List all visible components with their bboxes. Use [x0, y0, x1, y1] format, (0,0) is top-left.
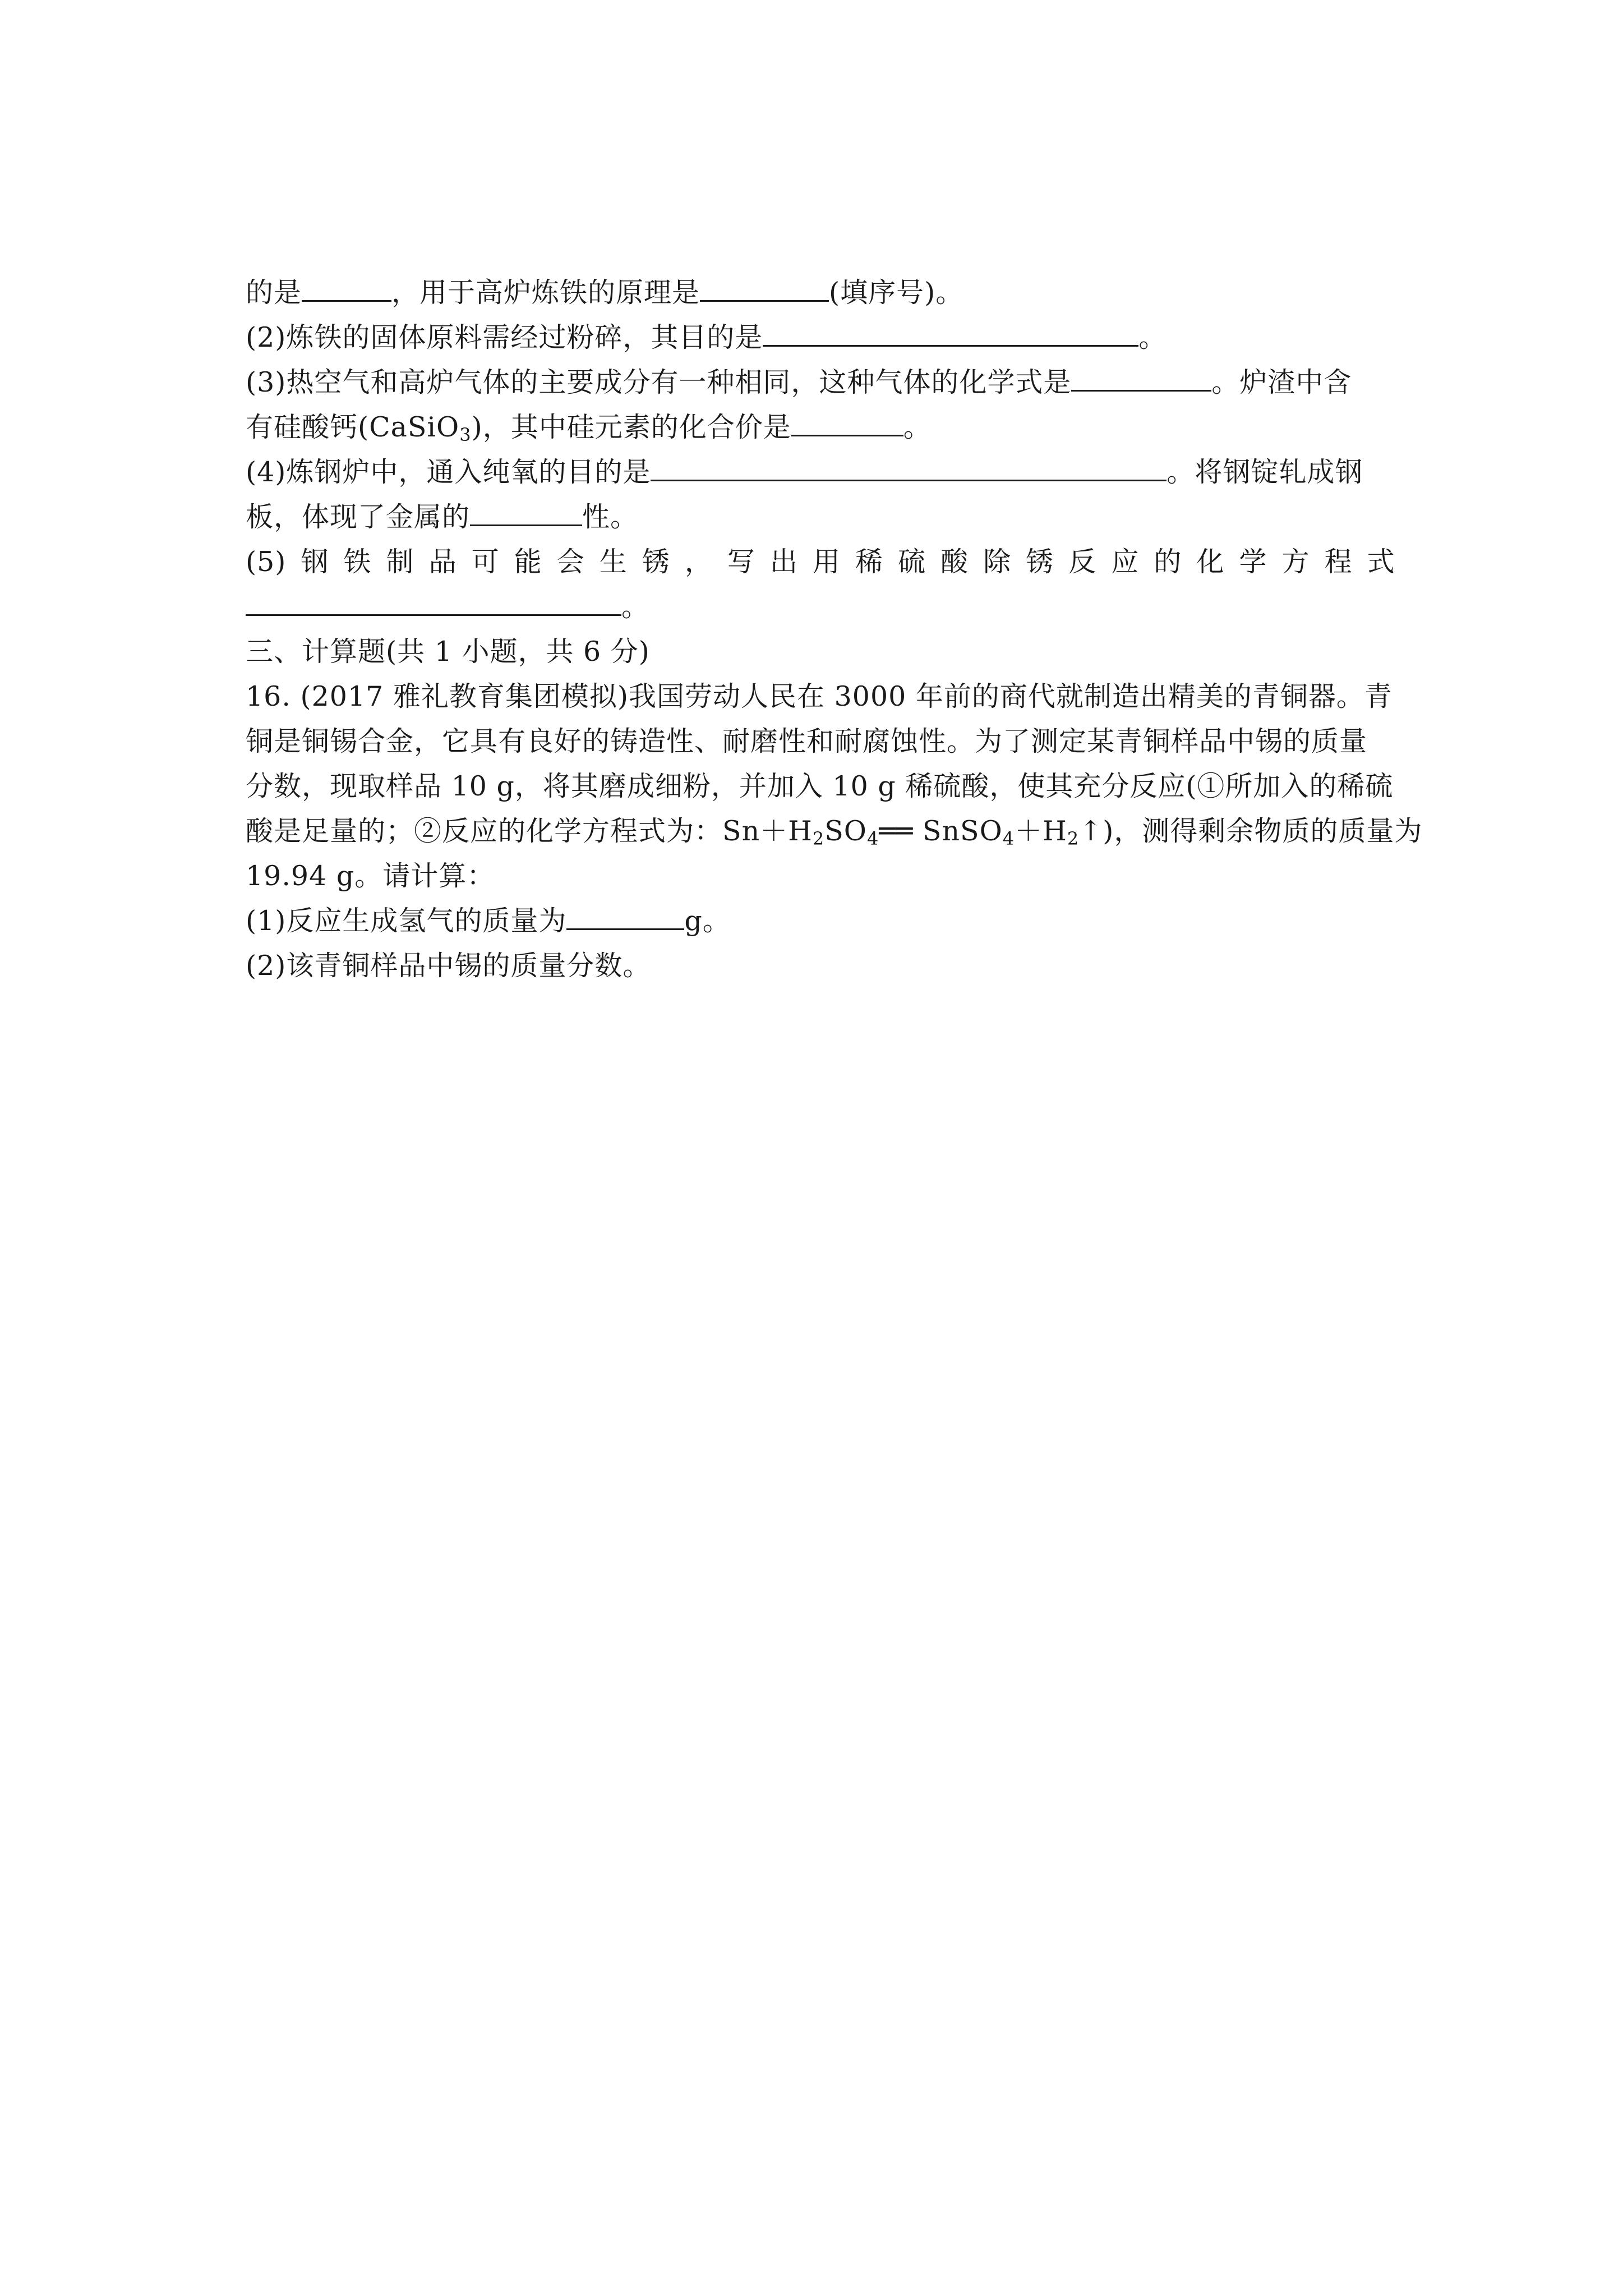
q16-part-1 — [246, 899, 1395, 944]
text: 酸 — [940, 546, 969, 578]
text: 写 — [727, 546, 755, 578]
text: 学 — [1239, 546, 1267, 578]
q15-part-3-cont — [246, 405, 1395, 450]
text: 可 — [471, 546, 500, 578]
subscript: 4 — [866, 828, 879, 849]
q15-part-3 — [246, 360, 1395, 405]
answer-blank[interactable] — [763, 319, 1138, 347]
q15-part-4 — [246, 450, 1395, 495]
text: (4)炼钢炉中，通入纯氧的目的是 — [246, 456, 651, 488]
section-heading: 三、计算题(共 1 小题，共 6 分) — [246, 636, 650, 668]
answer-blank[interactable] — [470, 499, 582, 526]
q16-line-5: 19.94 g。请计算： — [246, 860, 495, 892]
q15-part-5 — [246, 540, 1395, 585]
q15-part-2 — [246, 315, 1395, 360]
answer-blank[interactable] — [1071, 364, 1211, 392]
text: 。 — [621, 591, 650, 623]
text: 有硅酸钙(CaSiO — [246, 411, 460, 443]
text: 硫 — [898, 546, 926, 578]
text: 化 — [1196, 546, 1225, 578]
q16-line-1: 16. (2017 雅礼教育集团模拟)我国劳动人民在 3000 年前的商代就制造出精美的青铜器。青 — [246, 680, 1393, 712]
text: (1)反应生成氢气的质量为 — [246, 905, 567, 937]
text: SO — [824, 815, 867, 847]
text: (填序号)。 — [829, 277, 964, 309]
q15-line-1 — [246, 270, 1395, 315]
text: 锈 — [642, 546, 670, 578]
q15-part-4-cont — [246, 495, 1395, 540]
text: ， — [684, 546, 713, 578]
text: 程 — [1324, 546, 1353, 578]
text: 稀 — [855, 546, 884, 578]
text: 用 — [813, 546, 841, 578]
text: g。 — [684, 905, 731, 937]
text: 制 — [386, 546, 414, 578]
text: 板，体现了金属的 — [246, 501, 471, 533]
text: 除 — [983, 546, 1012, 578]
answer-blank[interactable] — [700, 274, 829, 302]
text: (2)炼铁的固体原料需经过粉碎，其目的是 — [246, 321, 763, 353]
text: 锈 — [1026, 546, 1054, 578]
text: 性。 — [582, 501, 639, 533]
text: 反 — [1068, 546, 1097, 578]
text: 品 — [428, 546, 457, 578]
q16-part-2: (2)该青铜样品中锡的质量分数。 — [246, 950, 651, 982]
text: )，其中硅元素的化合价是 — [471, 411, 791, 443]
text: ，用于高炉炼铁的原理是 — [391, 277, 700, 309]
text: (3)热空气和高炉气体的主要成分有一种相同，这种气体的化学式是 — [246, 366, 1072, 398]
text: 会 — [556, 546, 585, 578]
text: 式 — [1367, 546, 1395, 578]
text: ↑)，测得剩余物质的质量为 — [1079, 815, 1423, 847]
q16-line-2: 铜是铜锡合金，它具有良好的铸造性、耐磨性和耐腐蚀性。为了测定某青铜样品中锡的质量 — [246, 725, 1368, 757]
text: ＋H — [1015, 815, 1067, 847]
text: 。炉渣中含 — [1211, 366, 1352, 398]
text: 。 — [1138, 321, 1167, 353]
q16-line-3: 分数，现取样品 10 g，将其磨成细粉，并加入 10 g 稀硫酸，使其充分反应(①所加入的稀硫 — [246, 770, 1394, 802]
text: 的是 — [246, 277, 302, 309]
subscript: 2 — [812, 828, 825, 849]
answer-blank[interactable] — [791, 409, 903, 436]
q16-line-4 — [246, 809, 1423, 854]
text: 生 — [599, 546, 628, 578]
text: 。将钢锭轧成钢 — [1166, 456, 1363, 488]
text: 酸是足量的；②反应的化学方程式为：Sn＋H — [246, 815, 813, 847]
text: 铁 — [343, 546, 372, 578]
text: 的 — [1154, 546, 1182, 578]
subscript: 3 — [459, 424, 472, 445]
answer-blank[interactable] — [651, 454, 1166, 481]
page-content — [246, 270, 1423, 988]
answer-blank[interactable] — [302, 274, 391, 302]
text: 方 — [1281, 546, 1310, 578]
text: 应 — [1111, 546, 1140, 578]
text: ══ SnSO — [879, 815, 1003, 847]
text: 能 — [514, 546, 542, 578]
text: (5) — [246, 546, 287, 578]
text: 出 — [769, 546, 798, 578]
q15-part-5-cont — [246, 585, 1395, 629]
subscript: 4 — [1002, 828, 1015, 849]
answer-blank[interactable] — [566, 903, 684, 930]
text: 。 — [903, 411, 932, 443]
text: 钢 — [301, 546, 329, 578]
answer-blank[interactable] — [246, 588, 621, 616]
subscript: 2 — [1067, 828, 1080, 849]
